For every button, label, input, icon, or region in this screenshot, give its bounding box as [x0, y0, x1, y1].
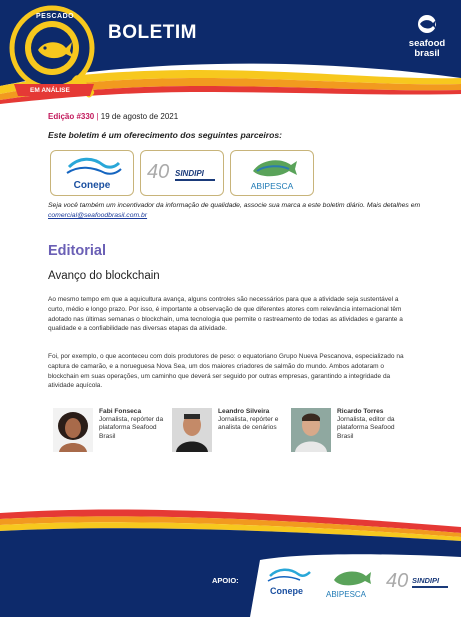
author-name: Fabi Fonseca [99, 408, 142, 415]
partner-conepe-label: Conepe [73, 180, 111, 191]
footer-logo-abipesca[interactable] [324, 566, 380, 602]
badge-top-text: PESCADO [36, 13, 75, 20]
author-info [218, 408, 288, 433]
article-paragraph-2: Foi, por exemplo, o que aconteceu com dois produtores de peso: o equatoriano Grupo Nueva Pescanova, especializado na captura de camarão, e a norueguesa Nova Sea, um dos maiores criadores de salmão do mundo. Ambos adotaram o blockchain em suas operações, um caminho que deverá ser seguido por outras empresas, garantindo a integridade da atividade aquícola. [48, 353, 404, 390]
author-role: Jornalista, repórter da plataforma Seafood Brasil [99, 416, 164, 440]
wave-icon [51, 153, 135, 183]
author-name: Ricardo Torres [337, 408, 384, 415]
brand-line-1: seafood [408, 38, 446, 49]
section-title: Editorial [48, 243, 107, 259]
author-role: Jornalista, editor da plataforma Seafood Brasil [337, 416, 395, 440]
partner-sindipi[interactable] [140, 150, 224, 196]
author-photo [53, 408, 93, 452]
author-photo [291, 408, 331, 452]
edition-date: 19 de agosto de 2021 [100, 112, 179, 121]
article-title: Avanço do blockchain [48, 270, 160, 282]
edition-number: Edição #330 [48, 112, 95, 121]
abipesca-fish-icon [324, 566, 380, 588]
abipesca-fish-icon [231, 153, 315, 183]
fish-icon [415, 14, 439, 34]
partner-abipesca[interactable] [230, 150, 314, 196]
sindipi-underline [412, 586, 448, 588]
brand-line-2: brasil [414, 48, 440, 59]
edition-separator: | [96, 112, 99, 121]
author-info [99, 408, 169, 441]
badge-bottom-text: EM ANÁLISE [30, 87, 70, 94]
author-name: Leandro Silveira [218, 408, 270, 415]
sponsor-note-text: Seja você também um incentivador da informação de qualidade, associe sua marca a este boletim diário. Mais detalhes em [48, 202, 421, 209]
partner-sindipi-label: SINDIPI [175, 169, 204, 178]
partner-abipesca-label: ABIPESCA [250, 181, 294, 191]
partner-conepe[interactable] [50, 150, 134, 196]
author-info [337, 408, 407, 441]
seafood-brasil-logo [406, 14, 448, 59]
footer-logo-sindipi-label: SINDIPI [412, 576, 440, 585]
footer-logo-conepe[interactable] [262, 566, 318, 602]
sindipi-underline [175, 179, 215, 181]
wave-icon [262, 566, 318, 586]
footer-logo-sindipi[interactable] [386, 566, 454, 602]
footer-logo-sindipi-number: 40 [386, 570, 409, 592]
sponsor-note [48, 201, 428, 220]
sponsor-email-link[interactable]: comercial@seafoodbrasil.com.br [48, 211, 148, 219]
header [0, 0, 461, 110]
footer-logos [258, 560, 458, 606]
partners-intro: Este boletim é um oferecimento dos seguintes parceiros: [48, 130, 283, 140]
footer-support-label: APOIO: [212, 576, 239, 585]
author-photo [172, 408, 212, 452]
footer-logo-abipesca-label: ABIPESCA [326, 590, 367, 599]
page-title: BOLETIM [108, 22, 197, 43]
partner-sindipi-number: 40 [147, 161, 170, 183]
footer-logo-conepe-label: Conepe [270, 586, 304, 596]
article-paragraph-1: Ao mesmo tempo em que a aquicultura avança, alguns controles são necessários para que a atividade seja sustentável a curto, médio e longo prazo. Por isso, é importante a observação de que diferentes atores com relevância internacional têm adotado nas últimas semanas o blockchain, uma tecnologia que permite o rastreamento de todas as atividades e garante a qualidade e a confiabilidade nas diversas etapas da atividade. [48, 296, 403, 333]
author-role: Jornalista, repórter e analista de cenários [218, 416, 279, 432]
edition-line [48, 112, 178, 121]
